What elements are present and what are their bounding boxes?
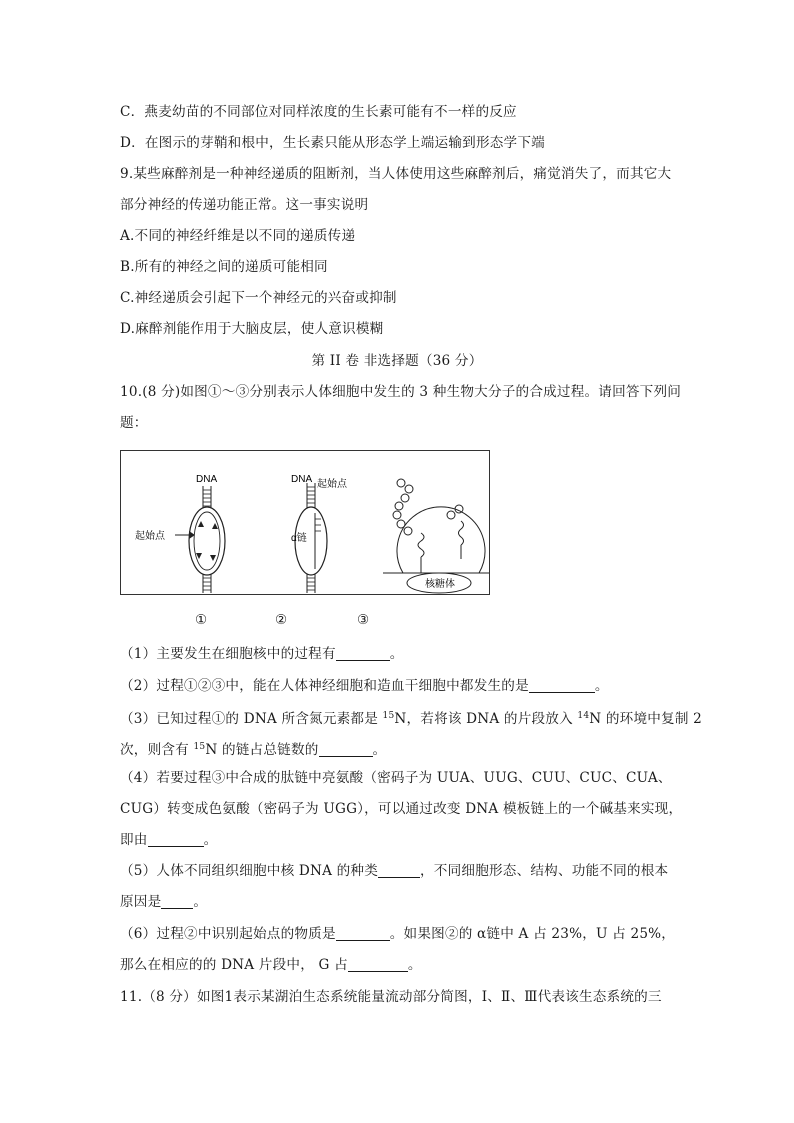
sub-question-2-text: （2）过程①②③中，能在人体神经细胞和造血干细胞中都发生的是 [120, 678, 529, 694]
alpha-chain-label: α链 [291, 533, 307, 544]
answer-blank-5b[interactable] [161, 894, 193, 909]
dna-label-1: DNA [196, 474, 218, 485]
answer-blank-6a[interactable] [336, 926, 390, 941]
answer-blank-4[interactable] [148, 832, 204, 847]
sub-question-1: （1）主要发生在细胞核中的过程有 。 [120, 646, 404, 662]
sub-question-4-line2: CUG）转变成色氨酸（密码子为 UGG），可以通过改变 DNA 模板链上的一个碱基来实现， [120, 801, 683, 817]
answer-blank-6b[interactable] [348, 957, 408, 972]
replication-diagram [175, 486, 225, 593]
q9-option-d: D.麻醉剂能作用于大脑皮层，使人意识模糊 [120, 321, 384, 337]
figure-number-1: ① [195, 612, 208, 628]
q9-option-a: A.不同的神经纤维是以不同的递质传递 [120, 228, 356, 244]
origin-label-1: 起始点 [135, 531, 165, 542]
dna-label-2: DNA [291, 474, 313, 485]
question-10-line1: 10.(8 分)如图①～③分别表示人体细胞中发生的 3 种生物大分子的合成过程。请回答下列问 [120, 384, 682, 400]
option-d-q8: D．在图示的芽鞘和根中，生长素只能从形态学上端运输到形态学下端 [120, 135, 545, 151]
question-10-line2: 题： [120, 415, 148, 431]
sub-question-5-line2: 原因是 。 [120, 894, 208, 910]
sub-question-6-line1: （6）过程②中识别起始点的物质是 。如果图②的 α链中 A 占 23%，U 占 25%， [120, 926, 676, 942]
translation-diagram [383, 479, 489, 593]
ribosome-label: 核糖体 [425, 579, 455, 590]
synthesis-figure [120, 450, 490, 595]
answer-blank-5a[interactable] [378, 863, 420, 878]
question-9-line2: 部分神经的传递功能正常。这一事实说明 [120, 197, 369, 213]
answer-blank-3[interactable] [319, 742, 373, 757]
sub-question-2: （2）过程①②③中，能在人体神经细胞和造血干细胞中都发生的是 。 [120, 678, 609, 694]
sub-question-3-line1: （3）已知过程①的 DNA 所含氮元素都是 $^{15}$N，若将该 DNA 的片段放入 $^{14}$N 的环境中复制 2 [120, 711, 703, 727]
answer-blank-1[interactable] [336, 646, 390, 661]
sub-question-4-line1: （4）若要过程③中合成的肽链中亮氨酸（密码子为 UUA、UUG、CUU、CUC、CUA、 [120, 770, 672, 786]
sub-question-4-line3: 即由 。 [120, 832, 218, 848]
figure-svg [121, 451, 489, 594]
answer-blank-2[interactable] [529, 678, 595, 693]
sub-question-1-text: （1）主要发生在细胞核中的过程有 [120, 646, 336, 662]
sub-question-5-line1: （5）人体不同组织细胞中核 DNA 的种类 ，不同细胞形态、结构、功能不同的根本 [120, 863, 669, 879]
origin-label-2: 起始点 [317, 479, 347, 490]
sub-question-6-line2: 那么在相应的的 DNA 片段中， G 占 。 [120, 957, 422, 973]
figure-number-3: ③ [357, 612, 370, 628]
question-11-line1: 11.（8 分）如图1表示某湖泊生态系统能量流动部分简图，Ⅰ、Ⅱ、Ⅲ代表该生态系统的三 [120, 989, 662, 1005]
figure-number-2: ② [275, 612, 288, 628]
question-9-line1: 9.某些麻醉剂是一种神经递质的阻断剂，当人体使用这些麻醉剂后，痛觉消失了，而其它大 [120, 166, 672, 182]
q9-option-c: C.神经递质会引起下一个神经元的兴奋或抑制 [120, 290, 397, 306]
sub-question-3-line2: 次，则含有 $^{15}$N 的链占总链数的 。 [120, 742, 387, 758]
q9-option-b: B.所有的神经之间的递质可能相同 [120, 259, 328, 275]
option-c-q8: C．燕麦幼苗的不同部位对同样浓度的生长素可能有不一样的反应 [120, 104, 517, 120]
section-title: 第 II 卷 非选择题（36 分） [311, 353, 483, 369]
